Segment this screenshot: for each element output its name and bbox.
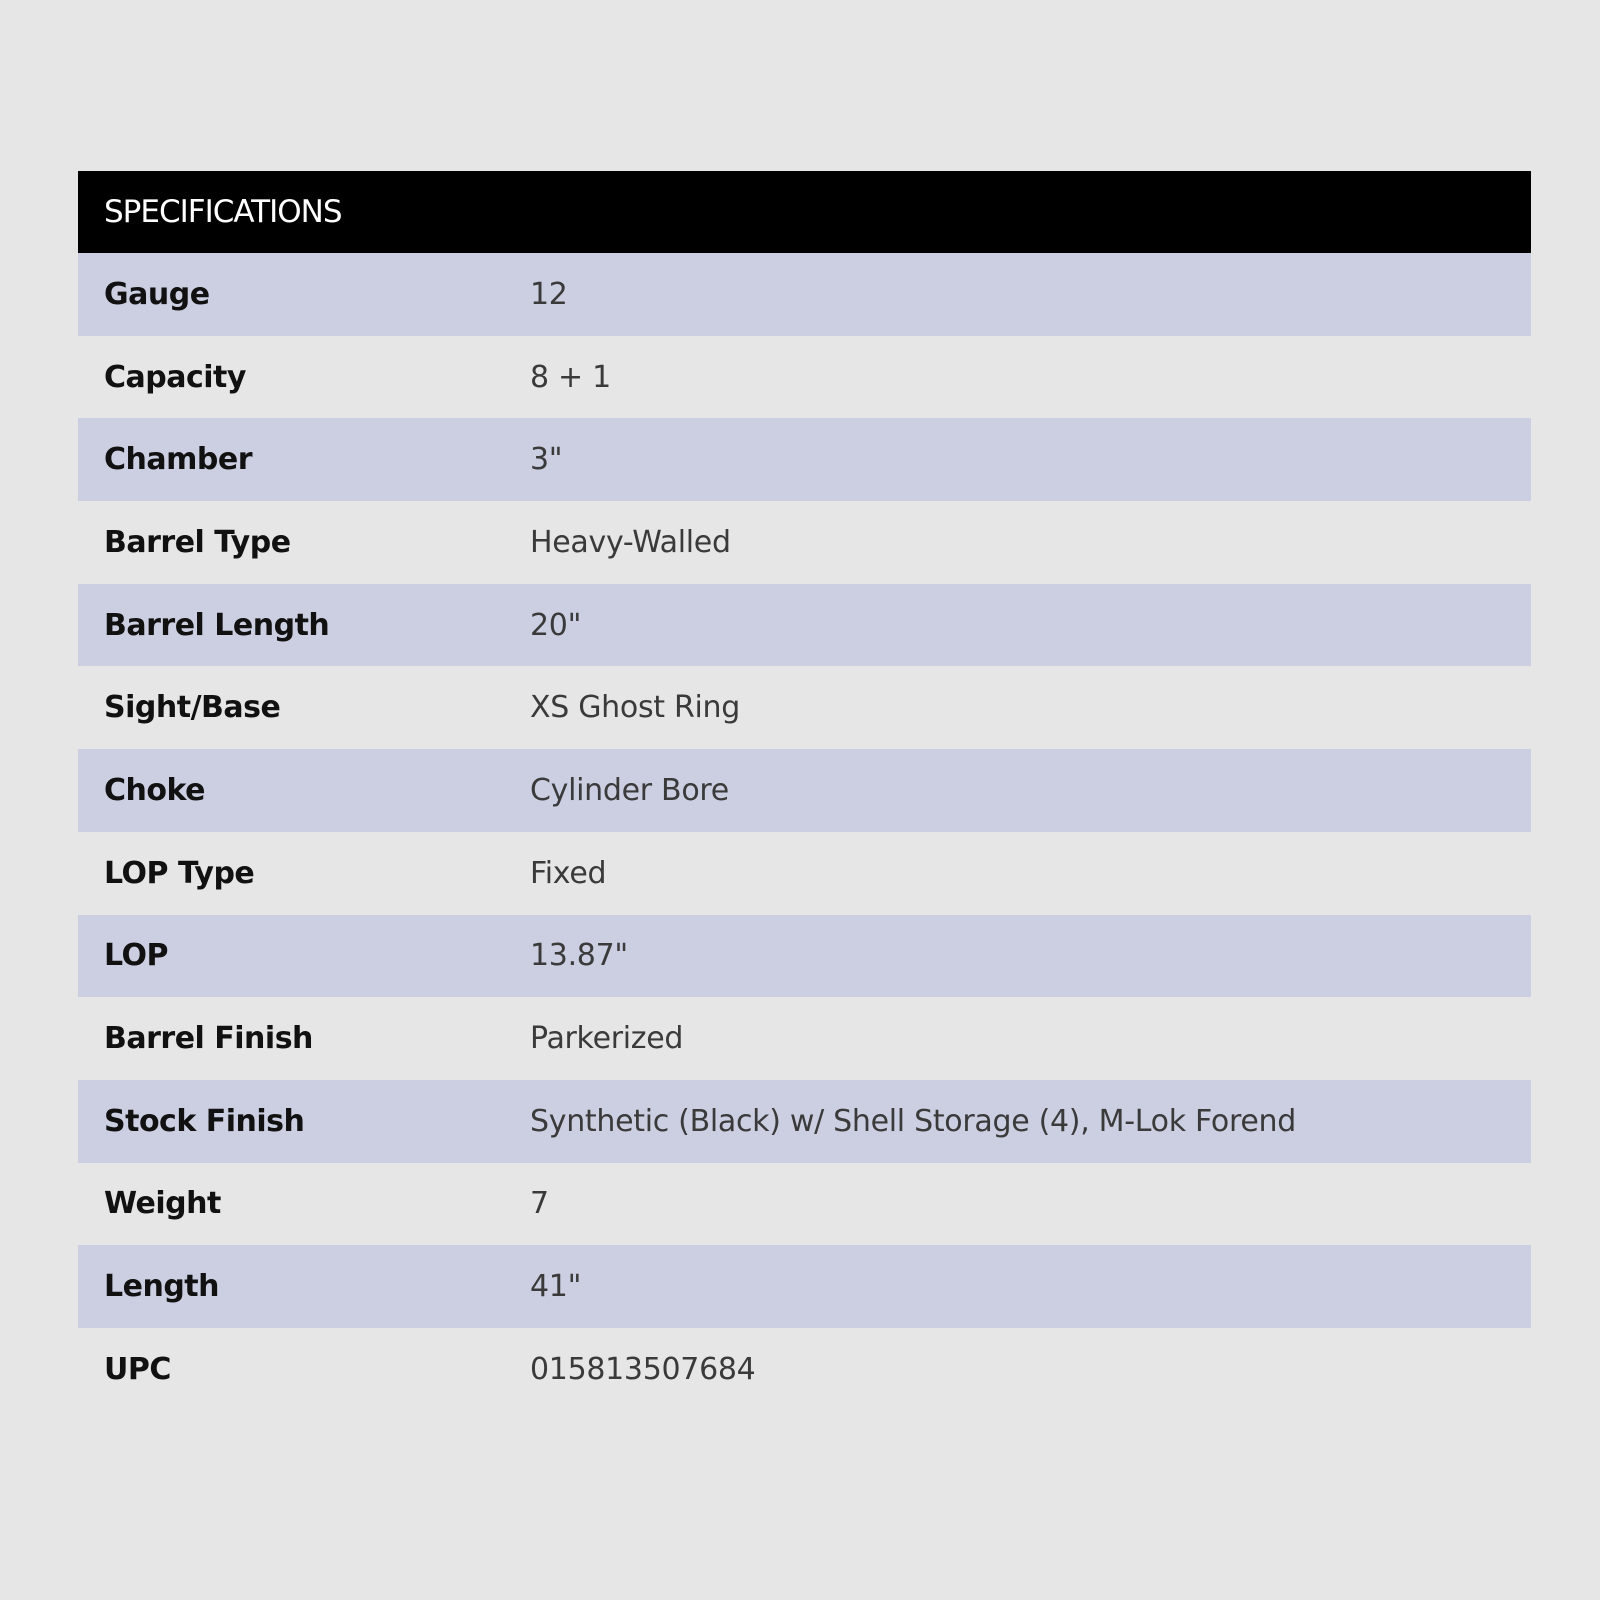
spec-value: 12: [530, 276, 568, 312]
spec-row-lop-type: [78, 832, 1531, 915]
spec-label: Choke: [104, 772, 205, 808]
spec-row-barrel-finish: [78, 997, 1531, 1080]
spec-row-barrel-length: [78, 584, 1531, 667]
spec-row-lop: [78, 915, 1531, 998]
spec-label: LOP Type: [104, 855, 255, 891]
spec-row-stock-finish: [78, 1080, 1531, 1163]
spec-value: 3": [530, 442, 563, 478]
spec-value: Heavy-Walled: [530, 524, 731, 560]
spec-row-barrel-type: [78, 501, 1531, 584]
spec-value: 7: [530, 1186, 549, 1222]
spec-label: Length: [104, 1269, 219, 1305]
spec-row-capacity: [78, 336, 1531, 419]
spec-label: LOP: [104, 938, 169, 974]
spec-value: Cylinder Bore: [530, 772, 729, 808]
spec-value: 20": [530, 607, 582, 643]
spec-value: Fixed: [530, 855, 607, 891]
spec-value: 13.87": [530, 938, 628, 974]
spec-label: Barrel Type: [104, 524, 291, 560]
spec-row-sight-base: [78, 666, 1531, 749]
spec-label: Chamber: [104, 442, 252, 478]
spec-value: 015813507684: [530, 1351, 756, 1387]
spec-row-choke: [78, 749, 1531, 832]
spec-value: 41": [530, 1269, 582, 1305]
spec-label: Barrel Length: [104, 607, 330, 643]
spec-value: Synthetic (Black) w/ Shell Storage (4), M-Lok Forend: [530, 1103, 1296, 1139]
spec-label: Capacity: [104, 359, 246, 395]
spec-row-chamber: [78, 418, 1531, 501]
spec-row-upc: [78, 1328, 1531, 1411]
spec-value: 8 + 1: [530, 359, 611, 395]
spec-row-gauge: [78, 253, 1531, 336]
spec-row-weight: [78, 1163, 1531, 1246]
spec-label: Barrel Finish: [104, 1021, 313, 1057]
specifications-header: SPECIFICATIONS: [78, 171, 1531, 253]
spec-value: XS Ghost Ring: [530, 690, 741, 726]
specifications-table: [78, 171, 1531, 1411]
spec-label: Weight: [104, 1186, 221, 1222]
spec-row-length: [78, 1245, 1531, 1328]
spec-label: UPC: [104, 1351, 171, 1387]
spec-label: Gauge: [104, 276, 210, 312]
spec-value: Parkerized: [530, 1021, 684, 1057]
spec-label: Stock Finish: [104, 1103, 305, 1139]
spec-label: Sight/Base: [104, 690, 281, 726]
